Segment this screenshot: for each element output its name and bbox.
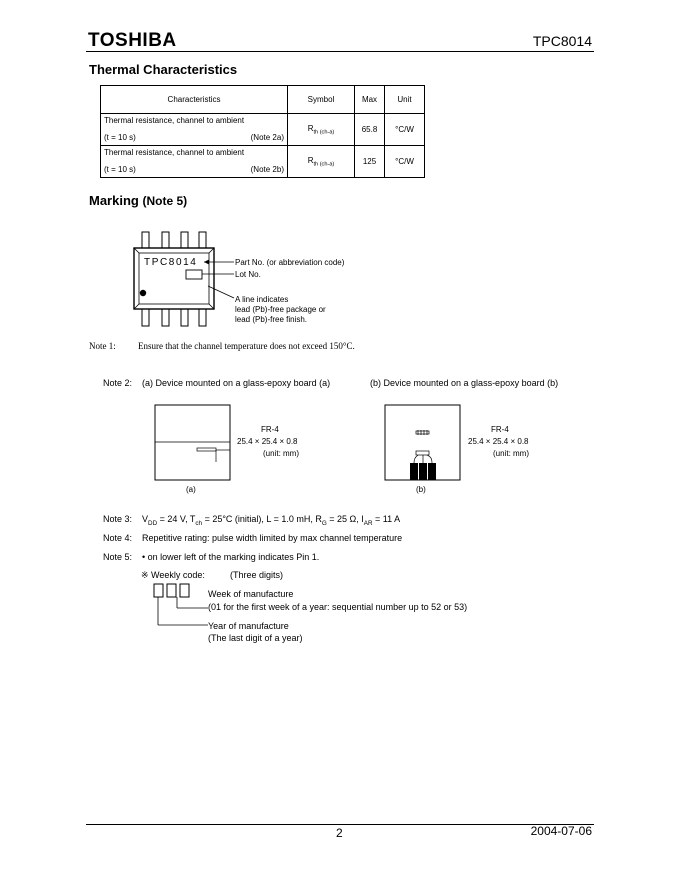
marking-title: Marking (Note 5) — [89, 193, 188, 208]
note1-text: Ensure that the channel temperature does not exceed 150°C. — [138, 341, 355, 351]
note1-label: Note 1: — [89, 341, 116, 351]
lot-box — [186, 270, 202, 279]
weekly-code-digits: (Three digits) — [230, 570, 284, 580]
label-part-no: Part No. (or abbreviation code) — [235, 258, 345, 267]
top-pins — [142, 232, 206, 248]
page-number: 2 — [336, 826, 343, 840]
note4-text: Repetitive rating: pulse width limited by max channel temperature — [142, 533, 403, 543]
col-max: Max — [355, 86, 385, 114]
row-desc-text: Thermal resistance, channel to ambient — [104, 148, 245, 157]
board-b-diagram — [380, 400, 540, 497]
header-rule — [86, 51, 594, 52]
week-description: (01 for the first week of a year: sequential number up to 52 or 53) — [208, 602, 468, 612]
col-symbol: Symbol — [288, 86, 355, 114]
row-symbol: $R_{th (ch-a)}$ — [288, 146, 355, 178]
note2-b-text: (b) Device mounted on a glass-epoxy board (b) — [370, 378, 559, 388]
col-characteristics: Characteristics — [101, 86, 288, 114]
board-a-dims: 25.4 × 25.4 × 0.8 — [237, 437, 298, 446]
bottom-pins — [142, 309, 206, 326]
board-b-material: FR-4 — [491, 425, 509, 434]
row-unit: °C/W — [385, 146, 425, 178]
board-b-dims: 25.4 × 25.4 × 0.8 — [468, 437, 529, 446]
note5-label: Note 5: — [103, 552, 133, 562]
note2-label: Note 2: — [103, 378, 133, 388]
row-cond: (t = 10 s) — [104, 133, 136, 142]
label-lot-no: Lot No. — [235, 270, 261, 279]
row-desc — [101, 114, 288, 146]
row-note: (Note 2b) — [250, 165, 284, 174]
note4-label: Note 4: — [103, 533, 133, 543]
thermal-table — [100, 85, 425, 178]
week-of-manufacture: Week of manufacture — [208, 589, 294, 599]
part-number: TPC8014 — [532, 33, 592, 49]
board-a-unit: (unit: mm) — [263, 449, 299, 458]
col-unit: Unit — [385, 86, 425, 114]
caption-a: (a) — [186, 485, 196, 494]
note2-a-text: (a) Device mounted on a glass-epoxy board (a) — [142, 378, 331, 388]
footer-date: 2004-07-06 — [530, 824, 592, 838]
row-desc — [101, 146, 288, 178]
year-description: (The last digit of a year) — [208, 633, 303, 643]
note3-label: Note 3: — [103, 514, 133, 524]
row-symbol: $R_{th (ch-a)}$ — [288, 114, 355, 146]
board-a-material: FR-4 — [261, 425, 279, 434]
row-max: 65.8 — [355, 114, 385, 146]
label-line3: lead (Pb)-free finish. — [235, 315, 308, 324]
footer-rule — [86, 824, 594, 825]
thermal-title: Thermal Characteristics — [89, 62, 238, 77]
year-of-manufacture: Year of manufacture — [208, 621, 289, 631]
row-max: 125 — [355, 146, 385, 178]
toshiba-logo: TOSHIBA — [88, 30, 177, 51]
table-row — [101, 146, 425, 178]
table-header-row — [101, 86, 425, 114]
table-row — [101, 114, 425, 146]
row-unit: °C/W — [385, 114, 425, 146]
note5-text: • on lower left of the marking indicates Pin 1. — [142, 552, 320, 562]
weekly-code-label: ※ Weekly code: — [141, 570, 205, 580]
note3-text: $V_{DD} = 24$ V, $T_{ch} = 25^\circ C$ (initial), L = 1.0 mH, $R_G = 25$ Ω, $I_{AR} = 11$ A — [142, 514, 401, 527]
marking-diagram — [120, 228, 380, 330]
weekly-code-diagram — [150, 580, 210, 632]
label-line1: A line indicates — [235, 295, 289, 304]
board-b-unit: (unit: mm) — [493, 449, 529, 458]
row-cond: (t = 10 s) — [104, 165, 136, 174]
row-note: (Note 2a) — [250, 133, 284, 142]
row-desc-text: Thermal resistance, channel to ambient — [104, 116, 245, 125]
caption-b: (b) — [416, 485, 426, 494]
pin1-dot — [140, 290, 146, 296]
label-line2: lead (Pb)-free package or — [235, 305, 326, 314]
board-a-diagram — [150, 400, 310, 497]
chip-marking-text: TPC8014 — [144, 257, 198, 268]
